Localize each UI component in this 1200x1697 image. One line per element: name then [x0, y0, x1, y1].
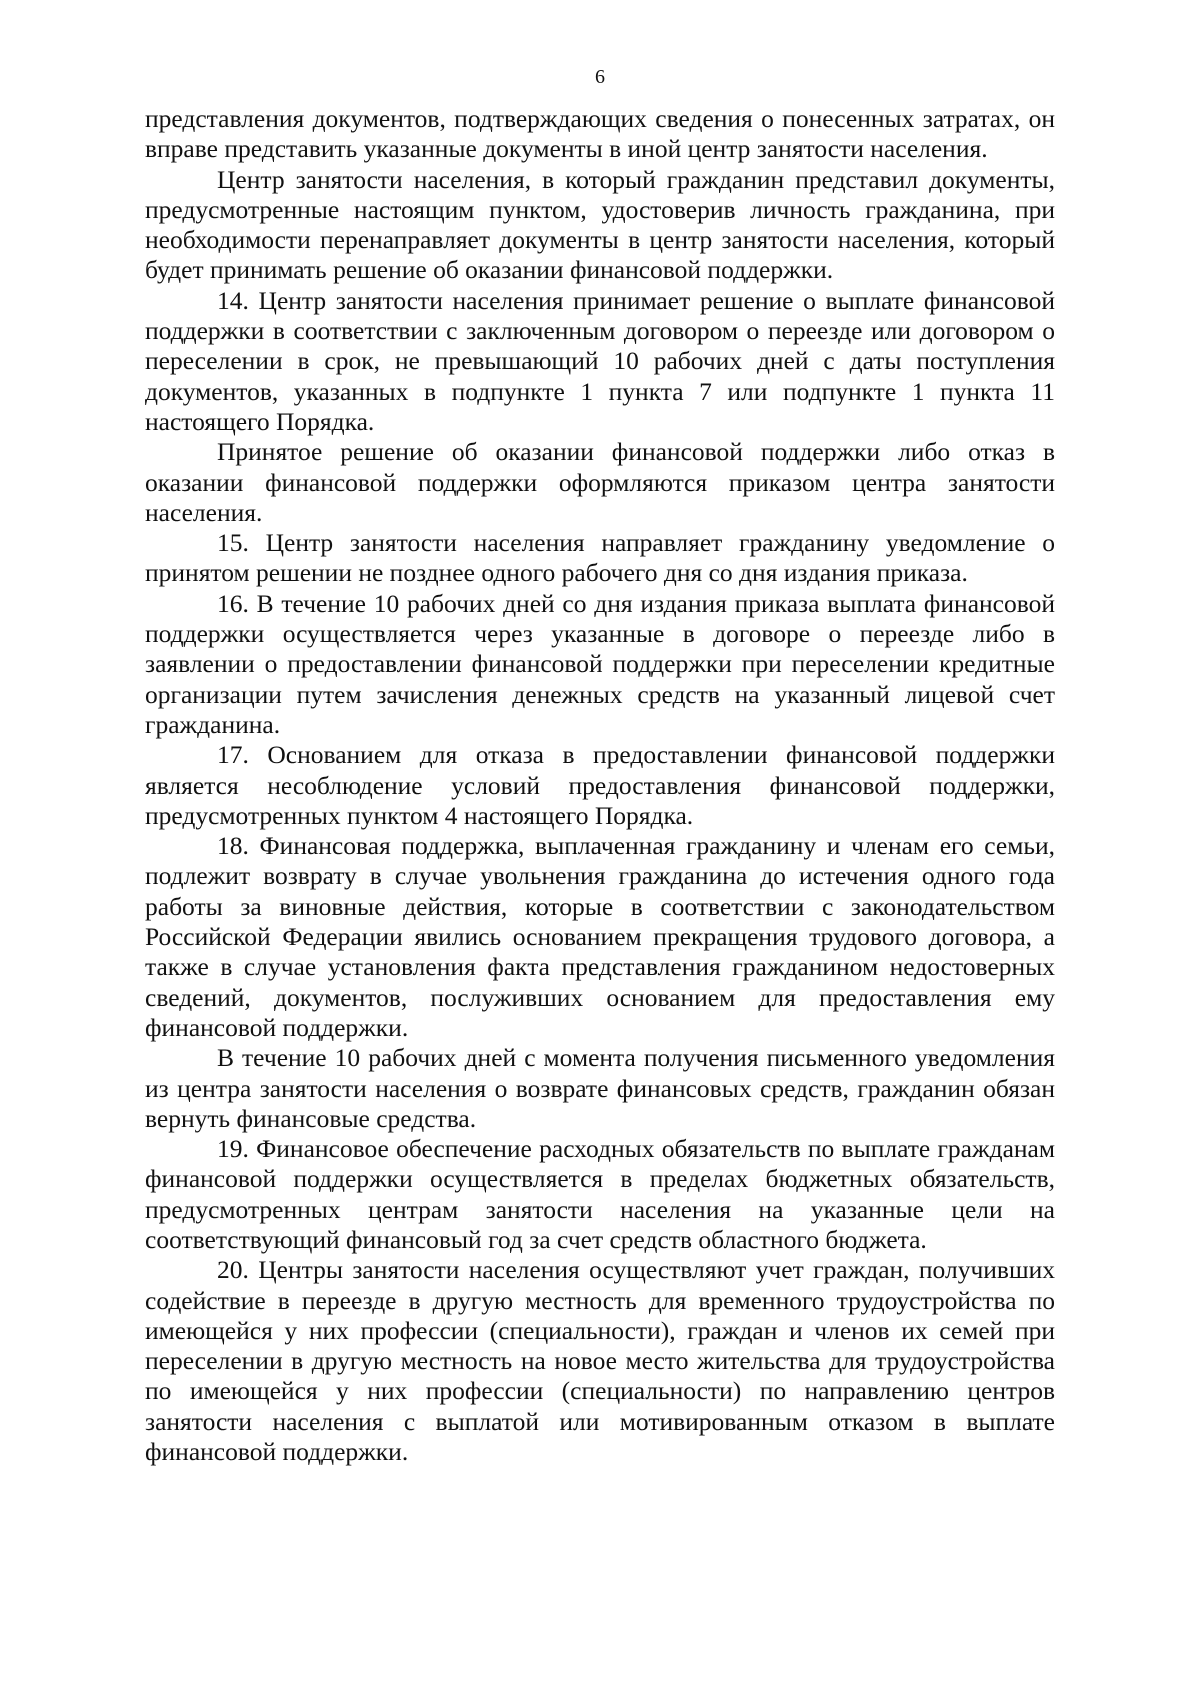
- page-number: 6: [595, 66, 605, 88]
- paragraph: 20. Центры занятости населения осуществляют учет граждан, получивших содействие в переезде в другую местность для временного трудоустройства по имеющейся у них профессии (специальности), граждан и членов их семей при переселении в другую местность на новое место жительства для трудоустройства по имеющейся у них профессии (специальности) по направлению центров занятости населения с выплатой или мотивированным отказом в выплате финансовой поддержки.: [145, 1255, 1055, 1467]
- paragraph: 19. Финансовое обеспечение расходных обязательств по выплате гражданам финансовой поддержки осуществляется в пределах бюджетных обязательств, предусмотренных центрам занятости населения на указанные цели на соответствующий финансовый год за счет средств областного бюджета.: [145, 1134, 1055, 1254]
- paragraph: 15. Центр занятости населения направляет гражданину уведомление о принятом решении не позднее одного рабочего дня со дня издания приказа.: [145, 528, 1055, 588]
- paragraph: 17. Основанием для отказа в предоставлении финансовой поддержки является несоблюдение условий предоставления финансовой поддержки, предусмотренных пунктом 4 настоящего Порядка.: [145, 740, 1055, 830]
- paragraph: 14. Центр занятости населения принимает решение о выплате финансовой поддержки в соответствии с заключенным договором о переезде или договором о переселении в срок, не превышающий 10 рабочих дней с даты поступления документов, указанных в подпункте 1 пункта 7 или подпункте 1 пункта 11 настоящего Порядка.: [145, 285, 1055, 436]
- paragraph: В течение 10 рабочих дней с момента получения письменного уведомления из центра занятости населения о возврате финансовых средств, гражданин обязан вернуть финансовые средства.: [145, 1043, 1055, 1133]
- paragraph: 16. В течение 10 рабочих дней со дня издания приказа выплата финансовой поддержки осуществляется через указанные в договоре о переезде либо в заявлении о предоставлении финансовой поддержки при переселении кредитные организации путем зачисления денежных средств на указанный лицевой счет гражданина.: [145, 588, 1055, 739]
- paragraph: Центр занятости населения, в который гражданин представил документы, предусмотренные настоящим пунктом, удостоверив личность гражданина, при необходимости перенаправляет документы в центр занятости населения, который будет принимать решение об оказании финансовой поддержки.: [145, 164, 1055, 285]
- paragraph: Принятое решение об оказании финансовой поддержки либо отказ в оказании финансовой поддержки оформляются приказом центра занятости населения.: [145, 437, 1055, 527]
- paragraph: представления документов, подтверждающих сведения о понесенных затратах, он вправе представить указанные документы в иной центр занятости населения.: [145, 104, 1055, 164]
- paragraph: 18. Финансовая поддержка, выплаченная гражданину и членам его семьи, подлежит возврату в случае увольнения гражданина до истечения одного года работы за виновные действия, которые в соответствии с законодательством Российской Федерации явились основанием прекращения трудового договора, а также в случае установления факта представления гражданином недостоверных сведений, документов, послуживших основанием для предоставления ему финансовой поддержки.: [145, 831, 1055, 1042]
- document-body: [145, 104, 1055, 1467]
